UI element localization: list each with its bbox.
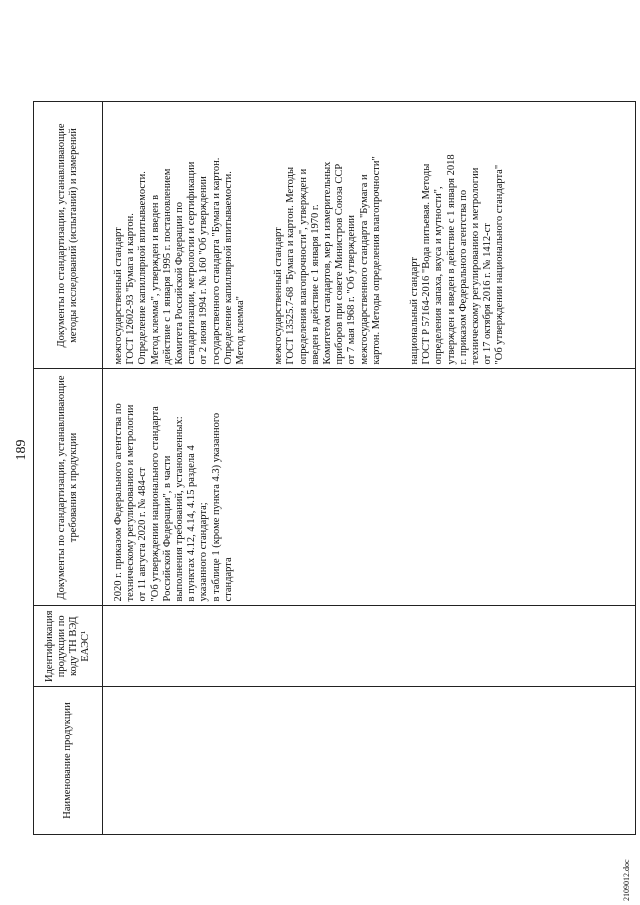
method-line: утвержден и введен в действие с 1 января 2018 xyxy=(445,154,457,365)
method-line: Метод клемма", утвержден и введен в xyxy=(149,194,161,365)
requirement-line: указанного стандарта; xyxy=(198,502,210,602)
method-line: Комитета Российской Федерации по xyxy=(174,201,186,365)
method-line: Определение капиллярной впитываемости. xyxy=(222,171,234,365)
cell-requirement-standards xyxy=(103,369,636,606)
requirement-line: техническому регулированию и метрологии xyxy=(125,404,137,602)
method-line: от 2 июня 1994 г. № 160 "Об утверждении xyxy=(198,176,210,365)
method-line: государственного стандарта "Бумага и картон. xyxy=(210,157,222,365)
cell-method-standards xyxy=(103,102,636,369)
method-line: картон. Методы определения влагопрочности" xyxy=(370,156,382,365)
method-line: Определение капиллярной впитываемости. xyxy=(137,171,149,365)
method-line: "Об утверждении национального стандарта" xyxy=(494,164,506,365)
cell-product-name xyxy=(103,687,636,835)
requirement-line: от 11 августа 2020 г. № 484-ст xyxy=(137,467,149,602)
method-line: введен в действие с 1 января 1970 г. xyxy=(309,204,321,365)
standard-block-gost-13525 xyxy=(273,106,383,364)
method-line: техническому регулированию и метрологии xyxy=(470,167,482,365)
method-line: определения запаха, вкуса и мутности", xyxy=(433,186,445,365)
header-requirement-standards: Документы по стандартизации, устанавливающие требования к продукции xyxy=(34,369,103,606)
method-line: межгосударственный стандарт xyxy=(113,227,124,365)
method-line: от 7 мая 1968 г. "Об утверждении xyxy=(346,215,358,365)
cell-tnved-code xyxy=(103,606,636,687)
standards-table xyxy=(33,101,636,835)
method-line: Метод клемма" xyxy=(235,296,247,365)
requirement-line: стандарта xyxy=(222,557,234,602)
method-line: Комитетом стандартов, мер и измерительных xyxy=(322,161,334,365)
method-line: от 17 октября 2016 г. № 1412-ст xyxy=(482,223,494,365)
document-file-id: 2109012.doc xyxy=(622,859,631,901)
requirement-line: Российской Федерации", в части xyxy=(161,455,173,602)
header-product-name: Наименование продукции xyxy=(34,687,103,835)
method-line: действие с 1 января 1995 г. постановлением xyxy=(161,168,173,365)
method-line: определения влагопрочности", утвержден и xyxy=(297,168,309,365)
requirement-line: "Об утверждении национального стандарта xyxy=(149,406,161,602)
header-method-standards: Документы по стандартизации, устанавливающие методы исследований (испытаний) и измерений xyxy=(34,102,103,369)
method-line: национальный стандарт xyxy=(409,257,421,365)
table-row xyxy=(103,102,636,835)
table-header-row xyxy=(34,102,103,835)
method-line: межгосударственного стандарта "Бумага и xyxy=(358,174,370,365)
method-line: приборов при совете Министров Союза ССР xyxy=(334,163,346,365)
method-line: стандартизации, метрологии и сертификации xyxy=(186,161,198,365)
method-line: межгосударственный стандарт xyxy=(273,227,285,365)
header-tnved-code: Идентификация продукции по коду ТН ВЭД ЕАЭС¹ xyxy=(34,606,103,687)
requirement-line: выполнения требований, установленных: xyxy=(174,416,186,602)
method-line: ГОСТ Р 57164-2016 "Вода питьевая. Методы xyxy=(421,163,433,365)
method-line: г. приказом Федерального агентства по xyxy=(457,189,469,365)
requirement-line: в пунктах 4.12, 4.14, 4.15 раздела 4 xyxy=(186,445,198,602)
standard-block-gost-12602 xyxy=(113,106,247,364)
standard-block-gost-r-57164 xyxy=(409,106,507,364)
page-number: 189 xyxy=(14,439,29,461)
requirement-line: 2020 г. приказом Федерального агентства по xyxy=(113,403,124,602)
method-line: ГОСТ 13525.7-68 "Бумага и картон. Методы xyxy=(285,167,297,365)
method-line: ГОСТ 12602-93 "Бумага и картон. xyxy=(125,213,137,365)
requirement-line: в таблице 1 (кроме пункта 4.3) указанного xyxy=(210,412,222,602)
